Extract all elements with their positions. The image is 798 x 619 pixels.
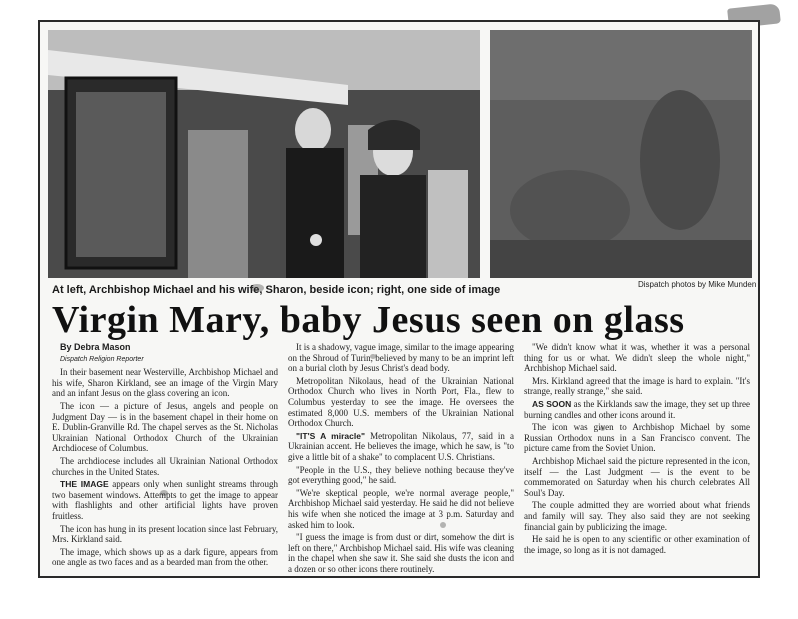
paragraph [52,479,278,521]
paragraph: The icon was given to Archbishop Michael by some Russian Orthodox nuns in a San Francisco convent. The picture came from the Soviet Union. [524,422,750,454]
byline: By Debra Mason [60,342,131,352]
section-lead: AS SOON [532,398,572,409]
print-speck [370,354,376,359]
paragraph: Archbishop Michael said the picture represented in the icon, itself — the Last Judgment — is the event to be commemorated on Saturday when his church celebrates All Soul's Day. [524,455,750,498]
article-column-1 [52,342,278,570]
paragraph: "People in the U.S., they believe nothing because they've got everything good," he said. [288,464,514,486]
paragraph [524,399,750,420]
paragraph: It is a shadowy, vague image, similar to the image appearing on the Shroud of Turin, believed by many to be an imprint left on a burial cloth by Jesus Christ's dead body. [288,342,514,374]
photo-credit: Dispatch photos by Mike Munden [638,280,757,289]
paragraph: "We're skeptical people, we're normal average people," Archbishop Michael said yesterday. He said he did not believe his wife when she noticed the image at 3 p.m. Saturday and asked him to look. [288,487,514,530]
paragraph: Metropolitan Nikolaus, head of the Ukrainian National Orthodox Church who lives in North Port, Fla., flew to Columbus yesterday to see the image. He oversees the estimated 8,000 U.S. members of the Ukrainian National Orthodox Church. [288,375,514,429]
paragraph: In their basement near Westerville, Archbishop Michael and his wife, Sharon Kirkland, see an image of the Virgin Mary and an infant Jesus on the glass covering an icon. [52,367,278,399]
photo-archbishop-and-wife [48,30,480,278]
photo-left-image [48,30,480,278]
paragraph: The image, which shows up as a dark figure, appears from one angle as two faces and as a bearded man from the other. [52,546,278,568]
photo-caption: At left, Archbishop Michael and his wife, Sharon, beside icon; right, one side of image [52,284,501,296]
article-column-2 [288,342,514,576]
paragraph-text: as the Kirklands saw the image, they set up three burning candles and other icons around it. [524,398,751,420]
paragraph: "We didn't know what it was, whether it was a personal thing for us or what. We didn't sleep the whole night," Archbishop Michael said. [524,342,750,374]
photo-right-image [490,30,752,278]
section-lead: THE IMAGE [60,479,109,490]
print-speck [250,284,264,292]
photo-glass-image [490,30,752,278]
paragraph-text: Metropolitan Nikolaus, 77, said in a Ukrainian accent. He believes the image, which he saw, is "to give a little bit of a shake" to complacent U.S. Christians. [288,430,514,462]
paragraph: The archdiocese includes all Ukrainian National Orthodox churches in the United States. [52,455,278,477]
paragraph: He said he is open to any scientific or other examination of the image, so long as it is not damaged. [524,534,750,555]
print-speck [600,426,605,431]
paragraph-text: appears only when sunlight streams through two basement windows. Attempts to get the image to appear with flashlights and other artificial lights have proven fruitless. [52,479,278,521]
paragraph [288,431,514,463]
byline-role: Dispatch Religion Reporter [60,355,144,363]
headline: Virgin Mary, baby Jesus seen on glass [52,299,685,341]
paragraph: The couple admitted they are worried about what friends and family will say. They also said they are not seeking financial gain by publicizing the image. [524,500,750,532]
paragraph: The icon has hung in its present location since last February, Mrs. Kirkland said. [52,523,278,545]
newspaper-clipping [38,20,760,578]
paragraph: Mrs. Kirkland agreed that the image is hard to explain. "It's strange, really strange," she said. [524,375,750,397]
print-speck [160,490,168,496]
paragraph: "I guess the image is from dust or dirt, somehow the dirt is left on there," Archbishop Michael said. His wife was cleaning in the chapel when she saw it. She said she dusts the icon and a dozen or so other icons there routinely. [288,532,514,574]
article-column-3 [524,342,750,557]
section-lead: "IT'S A miracle" [296,430,365,441]
print-speck [440,522,446,528]
paragraph: The icon — a picture of Jesus, angels and people on Judgment Day — is in the basement chapel in their home on E. Dublin-Granville Rd. The chapel serves as the St. Nicholas Ukrainian National Orthodox Church of the Ukrainian Archdiocese of Columbus. [52,400,278,454]
